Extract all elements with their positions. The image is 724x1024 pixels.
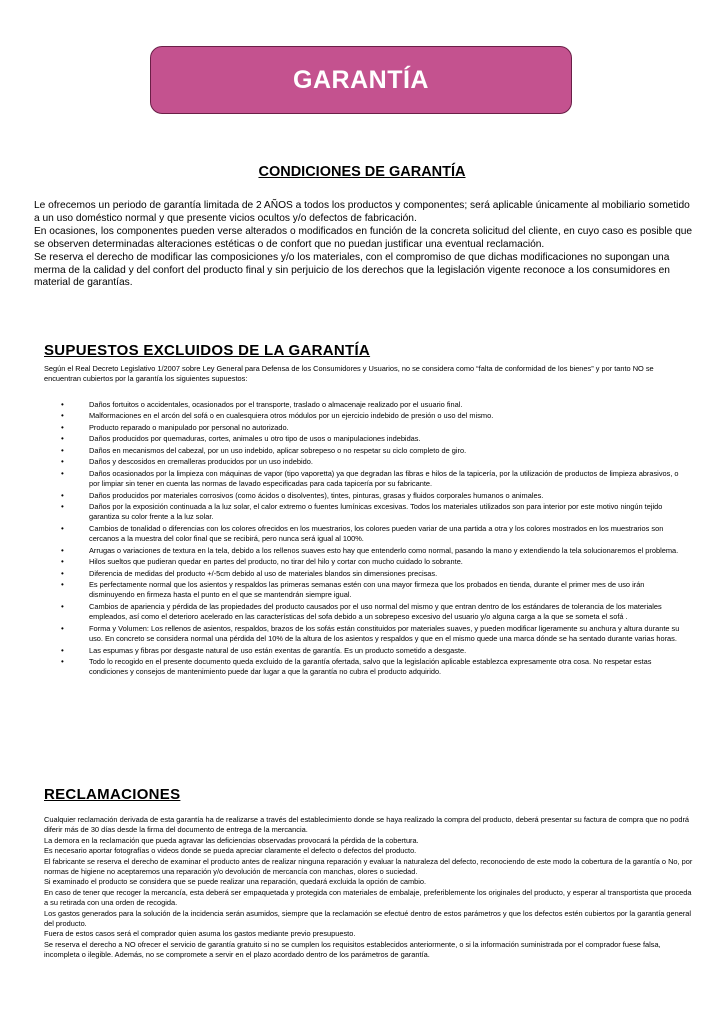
claims-section xyxy=(44,815,694,961)
conditions-heading: CONDICIONES DE GARANTÍA xyxy=(258,164,466,180)
exclusion-item: • Malformaciones en el arcón del sofá o en cualesquiera otros módulos por un ejercicio indebido de presión o uso del mismo. xyxy=(70,411,688,421)
exclusion-item: • Daños en mecanismos del cabezal, por un uso indebido, aplicar sobrepeso o no respetar su ciclo completo de giro. xyxy=(70,446,688,456)
exclusion-item: • Es perfectamente normal que los asientos y respaldos las primeras semanas estén con una mayor firmeza que los probados en tienda, durante el primer mes de uso irán disminuyendo en firmeza hasta el punto en el que se mantendrán siempre igual. xyxy=(70,580,688,601)
claims-paragraph: Fuera de estos casos será el comprador quien asuma los gastos mediante previo presupuesto. xyxy=(44,929,356,939)
exclusion-item: • Todo lo recogido en el presente documento queda excluido de la garantía ofertada, salvo que la legislación aplicable establezca expresamente otra cosa. No respetar estas condiciones y consejos de mantenimiento puede dar lugar a que la garantía no cubra el producto adquirido. xyxy=(70,657,688,678)
exclusions-lead: Según el Real Decreto Legislativo 1/2007 sobre Ley General para Defensa de los Consumidores y Usuarios, no se considera como “falta de conformidad de los bienes” y por tanto NO se encuentran cubiertos por la garantía los siguientes supuestos: xyxy=(44,364,654,384)
claims-paragraph: Si examinado el producto se considera que se puede realizar una reparación, quedará excluida la opción de cambio. xyxy=(44,877,427,887)
claims-paragraph: Los gastos generados para la solución de la incidencia serán asumidos, siempre que la reclamación se efectué dentro de estos parámetros y que los defectos estén cubiertos por la garantía general del producto. xyxy=(44,908,692,929)
exclusion-item: • Diferencia de medidas del producto +/-5cm debido al uso de materiales blandos sin dimensiones precisas. xyxy=(70,569,688,579)
exclusion-item: • Daños por la exposición continuada a la luz solar, el calor extremo o fuentes lumínicas excesivas. Todos los materiales utilizados son para interior por este motivo ningún tejido garantiza su color frente a la luz solar. xyxy=(70,502,688,523)
claims-paragraph: Se reserva el derecho a NO ofrecer el servicio de garantía gratuito si no se cumplen los requisitos establecidos anteriormente, o si la información suministrada por el comprador fuese falsa, incompleta o ilegible. Además, no se compromete a servir en el plazo acordado dentro de los parámetros de garantía. xyxy=(44,939,661,960)
exclusions-heading: SUPUESTOS EXCLUIDOS DE LA GARANTÍA xyxy=(44,342,371,359)
conditions-paragraph: Le ofrecemos un periodo de garantía limitada de 2 AÑOS a todos los productos y componentes; será aplicable únicamente al mobiliario sometido a un uso doméstico normal y que presente vicios ocultos y/o defectos de fabricación. xyxy=(34,200,690,224)
conditions-paragraph: En ocasiones, los componentes pueden verse alterados o modificados en función de la concreta solicitud del cliente, en cuyo caso es posible que se observen determinadas alteraciones estéticas o de confort que no puedan justificar una eventual reclamación. xyxy=(34,225,693,250)
exclusion-item: • Hilos sueltos que pudieran quedar en partes del producto, no tirar del hilo y cortar con mucho cuidado lo sobrante. xyxy=(70,557,688,567)
exclusion-item: • Cambios de apariencia y pérdida de las propiedades del producto causados por el uso normal del mismo y que entran dentro de los estándares de tolerancia de los materiales empleados, así como el deterioro acelerado en las características del sofa debido a un sobrepeso excesivo del usuario y/o alguna carga a la que se someta el sofá . xyxy=(70,602,688,623)
exclusion-item: • Daños fortuitos o accidentales, ocasionados por el transporte, traslado o almacenaje realizado por el usuario final. xyxy=(70,400,688,410)
exclusion-item: • Daños producidos por materiales corrosivos (como ácidos o disolventes), tintes, pinturas, grasas y fluidos corporales humanos o animales. xyxy=(70,491,688,501)
claims-paragraph: El fabricante se reserva el derecho de examinar el producto antes de realizar ninguna reparación y evaluar la naturaleza del defecto, reconociendo de este modo la cobertura de la garantía o No, por normas de higiene no aceptaremos una reparación y/o devolución de mercancía con manchas, olores o suciedad. xyxy=(44,856,693,877)
claims-paragraph: Es necesario aportar fotografías o videos donde se pueda apreciar claramente el defecto o defectos del producto. xyxy=(44,846,417,856)
claims-paragraph: La demora en la reclamación que pueda agravar las deficiencias observadas provocará la pérdida de la cobertura. xyxy=(44,835,419,845)
exclusion-item: • Cambios de tonalidad o diferencias con los colores ofrecidos en los muestrarios, los colores pueden variar de una partida a otra y los colores mostrados en los muestrarios son cercanos a la muestra del color final que se recibirá, pero nunca será igual al 100%. xyxy=(70,524,688,545)
exclusion-item: • Daños y descosidos en cremalleras producidos por un uso indebido. xyxy=(70,457,688,467)
exclusion-item: • Arrugas o variaciones de textura en la tela, debido a los rellenos suaves esto hay que entenderlo como normal, pasando la mano y extendiendo la tela solucionaremos el problema. xyxy=(70,546,688,556)
exclusion-item: • Forma y Volumen: Los rellenos de asientos, respaldos, brazos de los sofás están constituidos por materiales suaves, y pueden modificar ligeramente su anchura y altura durante su uso. En concreto se considera normal una pérdida del 10% de la altura de los asientos y respaldos y que en el mismo quede una marca dónde se ha sentado durante varias horas. xyxy=(70,624,688,645)
conditions-section xyxy=(34,200,696,290)
exclusion-item: • Producto reparado o manipulado por personal no autorizado. xyxy=(70,423,688,433)
claims-heading: RECLAMACIONES xyxy=(44,786,181,803)
conditions-paragraph: Se reserva el derecho de modificar las composiciones y/o los materiales, con el compromiso de que dichas modificaciones no supongan una merma de la calidad y del confort del producto final y sin perjuicio de los derechos que la legislación vigente reconoce a los consumidores en material de garantías. xyxy=(34,251,670,289)
title-banner xyxy=(150,46,572,114)
claims-paragraph: En caso de tener que recoger la mercancía, esta deberá ser empaquetada y protegida con materiales de embalaje, preferiblemente los originales del producto, y esperar al transportista que proceda a su retirada con una orden de recogida. xyxy=(44,887,692,908)
page-title: GARANTÍA xyxy=(293,65,429,94)
exclusion-item: • Daños ocasionados por la limpieza con máquinas de vapor (tipo vaporetta) ya que degradan las fibras e hilos de la tapicería, por la utilización de productos de limpieza abrasivos, o por limpiar sin tener en cuenta las normas de lavado especificadas para cada tapicería por su fabricante. xyxy=(70,469,688,490)
claims-paragraph: Cualquier reclamación derivada de esta garantía ha de realizarse a través del establecimiento donde se haya realizado la compra del producto, deberá presentar su factura de compra que no podrá diferir más de 30 días desde la firma del documento de entrega de la mercancia. xyxy=(44,815,690,835)
exclusion-item: • Daños producidos por quemaduras, cortes, animales u otro tipo de usos o manipulaciones indebidas. xyxy=(70,434,688,444)
exclusion-item: • Las espumas y fibras por desgaste natural de uso están exentas de garantía. Es un producto sometido a desgaste. xyxy=(70,646,688,656)
exclusions-list xyxy=(70,400,688,679)
